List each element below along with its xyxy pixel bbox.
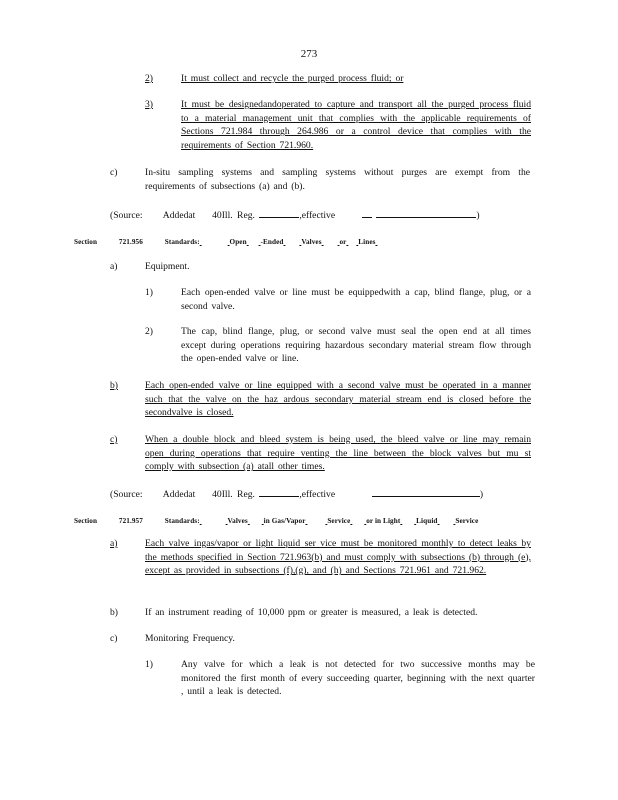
title-part: Service: [455, 517, 479, 525]
item-text: In-situ sampling systems and sampling systems without purges are exempt from the requirements of subsections (a) and (b).: [145, 167, 530, 192]
title-part: -Ended: [260, 238, 284, 246]
source-note: [110, 207, 480, 223]
item-label: 2): [145, 73, 153, 84]
item-label: 2): [145, 326, 153, 337]
source-note: [110, 486, 483, 502]
title-part: in Gas/Vapor: [263, 517, 306, 525]
blank-line: [259, 486, 299, 497]
title-part: Lines: [358, 238, 376, 246]
source-effective: ,effective: [299, 210, 336, 221]
blank-line: [376, 207, 476, 218]
blank-line: [362, 207, 372, 218]
source-effective: ,effective: [299, 489, 336, 500]
source-reg: 40Ill. Reg.: [212, 489, 255, 500]
item-text: Monitoring Frequency.: [145, 633, 235, 644]
title-part: or in Light: [366, 517, 401, 525]
section-heading: [74, 236, 529, 250]
source-added: Addedat: [162, 210, 196, 221]
source-close: ): [476, 210, 480, 221]
item-label: a): [110, 261, 118, 272]
item-text: It must collect and recycle the purged process fluid; or: [181, 73, 404, 84]
source-reg: 40Ill. Reg.: [212, 210, 255, 221]
item-text: If an instrument reading of 10,000 ppm or greater is measured, a leak is detected.: [145, 607, 478, 618]
item-text: Equipment.: [145, 261, 190, 272]
title-part: Service: [327, 517, 351, 525]
title-part: Standards:: [164, 238, 200, 246]
item-label: 3): [145, 99, 153, 110]
item-label: c): [110, 434, 118, 445]
title-part: Valves: [227, 517, 248, 525]
source-prefix: (Source:: [110, 210, 143, 221]
item-label: 1): [145, 659, 153, 670]
section-number: 721.956: [118, 238, 143, 246]
section-number: 721.957: [118, 517, 143, 525]
title-part: Liquid: [416, 517, 438, 525]
title-part: Standards:: [164, 517, 200, 525]
item-text: When a double block and bleed system is being used, the bleed valve or line may remain open during operations that require venting the line between the block valves but mu st comply with subsection (a) atall other times.: [145, 434, 531, 473]
blank-line: [259, 207, 299, 218]
item-label: c): [110, 167, 118, 178]
source-added: Addedat: [162, 489, 196, 500]
title-part: Open: [229, 238, 247, 246]
section-word: Section: [74, 517, 98, 525]
blank-line: [372, 486, 480, 497]
page-number: 273: [300, 48, 318, 60]
title-part: or: [339, 238, 347, 246]
item-label: c): [110, 633, 118, 644]
item-label: b): [110, 380, 118, 391]
item-text: Each open-ended valve or line equipped with a second valve must be operated in a manner such that the valve on the haz ardous secondary material stream end is closed before the secondvalve is closed.: [145, 380, 531, 419]
section-word: Section: [74, 238, 98, 246]
source-close: ): [479, 489, 484, 500]
item-text: [145, 537, 531, 578]
item-label: a): [110, 538, 118, 549]
section-heading: [74, 515, 561, 529]
source-prefix: (Source:: [110, 489, 143, 500]
item-label: 1): [145, 287, 153, 298]
item-text: The cap, blind flange, plug, or second valve must seal the open end at all times except during operations requiring hazardous secondary material stream flow through the open-ended valve or line.: [181, 326, 531, 365]
title-part: Valves: [301, 238, 322, 246]
section-title: [165, 515, 561, 529]
item-text: It must be designedandoperated to capture and transport all the purged process fluid to a material management unit that complies with the applicable requirements of Sections 721.984 through 264.986 or a control device that complies with the requirements of Section 721.960.: [181, 99, 531, 151]
item-label: b): [110, 607, 118, 618]
item-text: Each open-ended valve or line must be equippedwith a cap, blind flange, plug, or a second valve.: [181, 287, 531, 312]
item-text: Any valve for which a leak is not detected for two successive months may be monitored the first month of every succeeding quarter, beginning with the next quarter , until a leak is detected.: [181, 659, 535, 698]
section-title: [165, 236, 529, 250]
item-text-underlined: Each valve ingas/vapor or light liquid ser vice must be monitored monthly to detect leaks by the methods specified in Section 721.963(b) and must comply with subsections (b) through (e), except as provided in subsections (f),(g), and (h) and Sections 721.961 and 721.962.: [145, 538, 531, 577]
